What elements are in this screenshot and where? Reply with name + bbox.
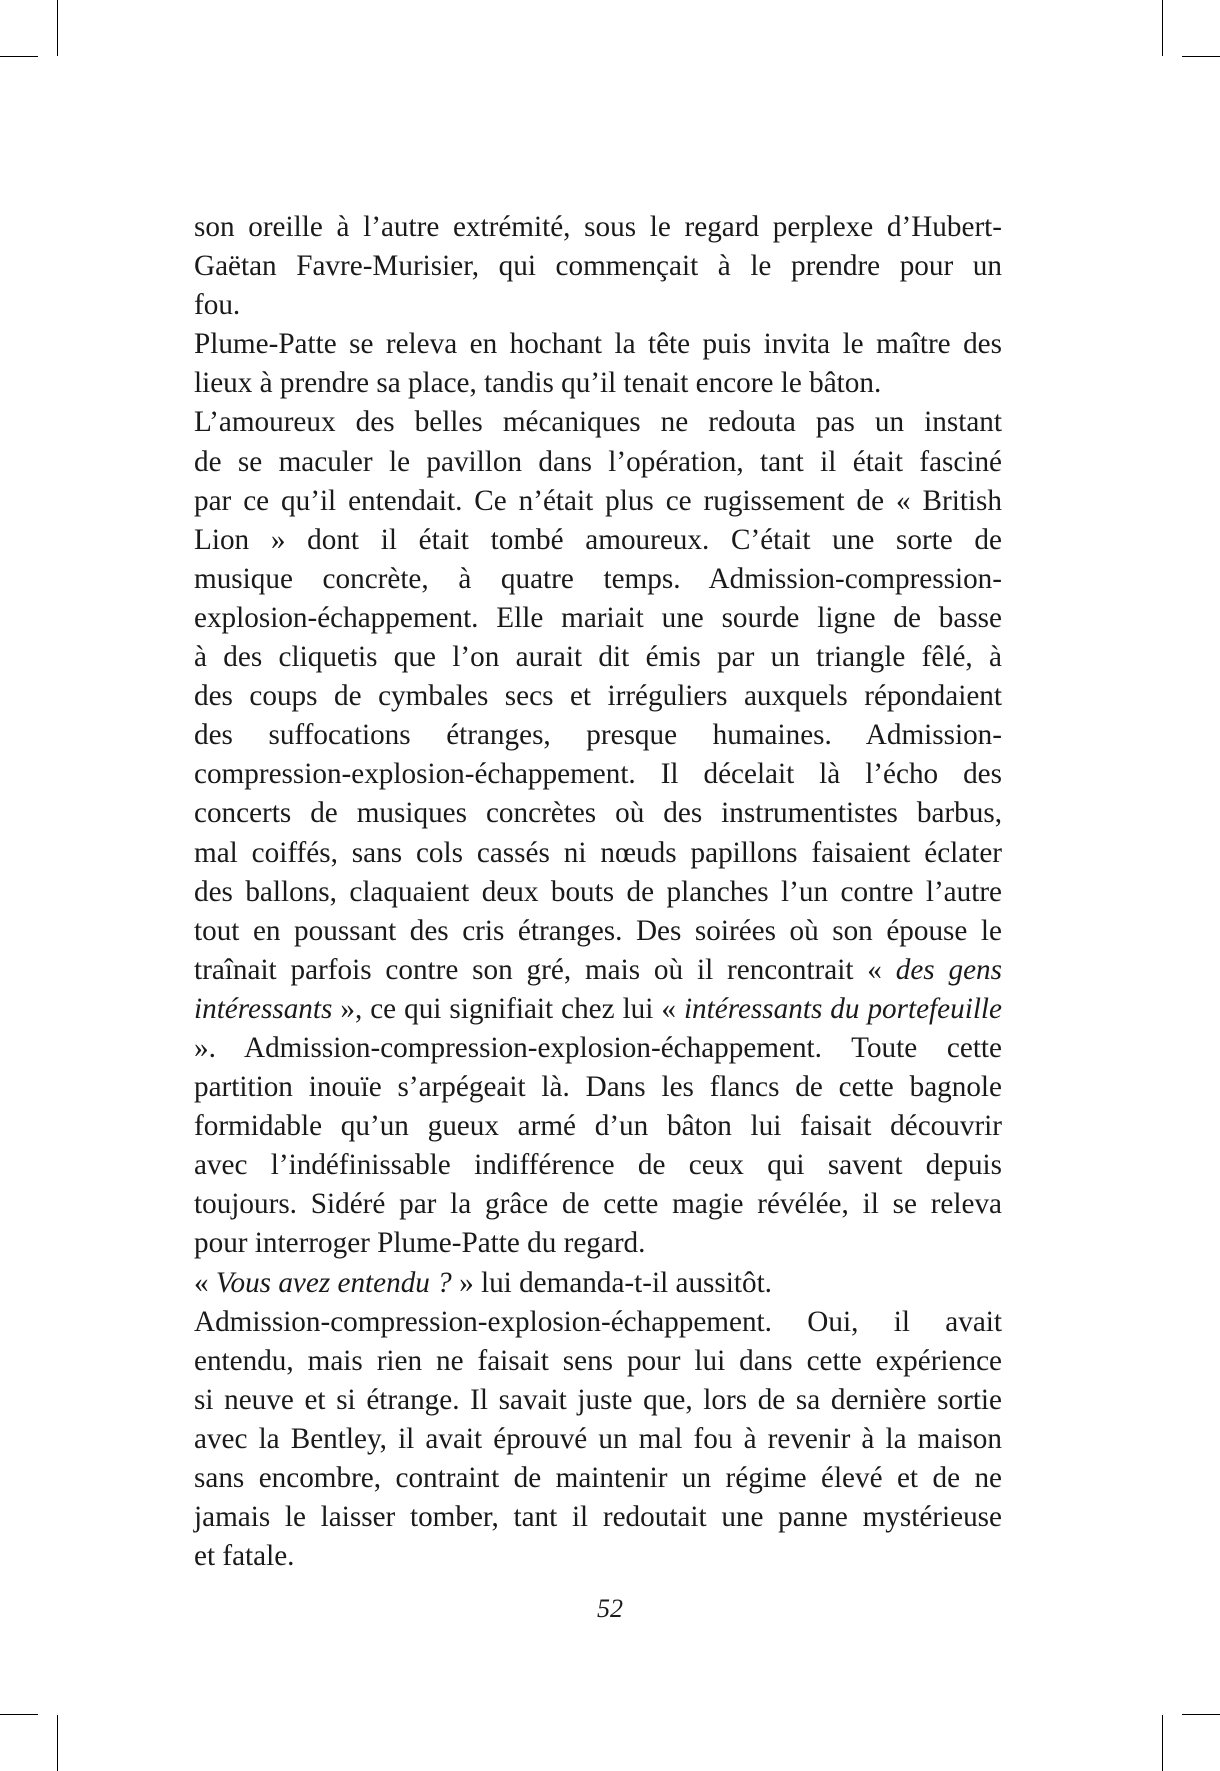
italic-text-run: Vous avez entendu ?	[215, 1266, 452, 1299]
text-run: à des cliquetis que l’on aurait dit émis par un triangle fêlé, à	[194, 641, 1002, 674]
text-run: des ballons, claquaient deux bouts de planches l’un contre l’autre	[194, 875, 1002, 908]
text-run: L’amoureux des belles mécaniques ne redouta pas un instant	[194, 406, 1002, 439]
text-run: sans encombre, contraint de maintenir un régime élevé et de ne	[194, 1462, 1002, 1494]
text-run: explosion-échappement. Elle mariait une sourde ligne de basse	[194, 601, 1002, 634]
text-line	[194, 638, 1002, 677]
italic-text-run: des gens	[895, 953, 1002, 986]
text-run: » lui demanda-t-il aussitôt.	[451, 1266, 772, 1299]
text-run: Plume-Patte se releva en hochant la tête puis invita le maître des	[194, 328, 1002, 361]
text-run: par ce qu’il entendait. Ce n’était plus ce rugissement de « British	[194, 484, 1002, 517]
text-run: concerts de musiques concrètes où des instrumentistes barbus,	[194, 797, 1002, 830]
text-run: pour interroger Plume-Patte du regard.	[194, 1227, 646, 1260]
text-run: ». Admission-compression-explosion-échappement. Toute cette	[194, 1031, 1002, 1064]
text-run: «	[194, 1266, 216, 1299]
text-run: et fatale.	[194, 1540, 295, 1573]
text-run: entendu, mais rien ne faisait sens pour lui dans cette expérience	[194, 1344, 1002, 1377]
text-run: toujours. Sidéré par la grâce de cette magie révélée, il se releva	[194, 1188, 1002, 1221]
text-line	[194, 403, 1002, 442]
text-line	[194, 1029, 1002, 1068]
text-run: partition inouïe s’arpégeait là. Dans les flancs de cette bagnole	[194, 1071, 1002, 1104]
text-line	[194, 873, 1002, 912]
text-line	[194, 794, 1002, 833]
text-run: fou.	[194, 289, 241, 322]
text-run: des suffocations étranges, presque humaines. Admission-	[194, 719, 1002, 752]
text-run: avec l’indéfinissable indifférence de ceux qui savent depuis	[194, 1149, 1002, 1182]
text-line	[194, 560, 1002, 599]
text-line	[194, 286, 1002, 325]
text-line	[194, 1303, 1002, 1342]
crop-mark-top-right-horizontal	[1182, 56, 1220, 57]
italic-text-run: intéressants du portefeuille	[683, 992, 1003, 1025]
crop-mark-top-left	[57, 0, 58, 56]
text-line	[194, 1146, 1002, 1185]
crop-mark-bottom-left	[57, 1715, 58, 1771]
text-line	[194, 1107, 1002, 1146]
text-run: compression-explosion-échappement. Il décelait là l’écho des	[194, 758, 1002, 791]
text-line	[194, 1537, 1002, 1576]
text-line	[194, 951, 1002, 990]
text-line	[194, 834, 1002, 873]
crop-mark-bottom-left-horizontal	[0, 1714, 38, 1715]
text-line	[194, 755, 1002, 794]
text-run: Admission-compression-explosion-échappement. Oui, il avait	[194, 1305, 1002, 1338]
text-line	[194, 677, 1002, 716]
text-line	[194, 443, 1002, 482]
text-run: tout en poussant des cris étranges. Des soirées où son épouse le	[194, 914, 1002, 947]
text-run: si neuve et si étrange. Il savait juste que, lors de sa dernière sortie	[194, 1383, 1002, 1416]
text-line	[194, 912, 1002, 951]
text-line	[194, 247, 1002, 286]
text-line	[194, 599, 1002, 638]
text-run: son oreille à l’autre extrémité, sous le regard perplexe d’Hubert-	[194, 211, 1002, 243]
crop-mark-top-right	[1162, 0, 1163, 56]
text-line	[194, 1068, 1002, 1107]
text-run: des coups de cymbales secs et irréguliers auxquels répondaient	[194, 680, 1002, 713]
text-line	[194, 482, 1002, 521]
text-line	[194, 1498, 1002, 1537]
crop-mark-bottom-right-horizontal	[1182, 1714, 1220, 1715]
text-line	[194, 1420, 1002, 1459]
text-run: traînait parfois contre son gré, mais où il rencontrait «	[194, 953, 896, 986]
crop-mark-bottom-right	[1162, 1715, 1163, 1771]
text-line	[194, 1185, 1002, 1224]
text-run: », ce qui signifiait chez lui «	[332, 992, 684, 1025]
page-number: 52	[597, 1594, 623, 1623]
text-run: de se maculer le pavillon dans l’opération, tant il était fasciné	[194, 445, 1002, 478]
body-text	[194, 208, 1002, 1576]
text-line	[194, 716, 1002, 755]
text-line	[194, 1264, 1002, 1303]
text-run: Lion » dont il était tombé amoureux. C’était une sorte de	[194, 523, 1002, 556]
italic-text-run: intéressants	[194, 992, 333, 1025]
text-line	[194, 1224, 1002, 1263]
text-line	[194, 208, 1002, 247]
text-line	[194, 1342, 1002, 1381]
text-line	[194, 364, 1002, 403]
text-run: Gaëtan Favre-Murisier, qui commençait à le prendre pour un	[194, 250, 1002, 283]
text-run: musique concrète, à quatre temps. Admission-compression-	[194, 562, 1002, 595]
text-line	[194, 1459, 1002, 1498]
text-line	[194, 1381, 1002, 1420]
crop-mark-top-left-horizontal	[0, 56, 38, 57]
text-run: formidable qu’un gueux armé d’un bâton lui faisait découvrir	[194, 1110, 1002, 1143]
text-line	[194, 521, 1002, 560]
text-run: lieux à prendre sa place, tandis qu’il tenait encore le bâton.	[194, 367, 882, 400]
text-run: mal coiffés, sans cols cassés ni nœuds papillons faisaient éclater	[194, 836, 1002, 869]
text-line	[194, 990, 1002, 1029]
text-run: jamais le laisser tomber, tant il redoutait une panne mystérieuse	[194, 1501, 1002, 1534]
text-line	[194, 325, 1002, 364]
text-run: avec la Bentley, il avait éprouvé un mal fou à revenir à la maison	[194, 1422, 1002, 1455]
